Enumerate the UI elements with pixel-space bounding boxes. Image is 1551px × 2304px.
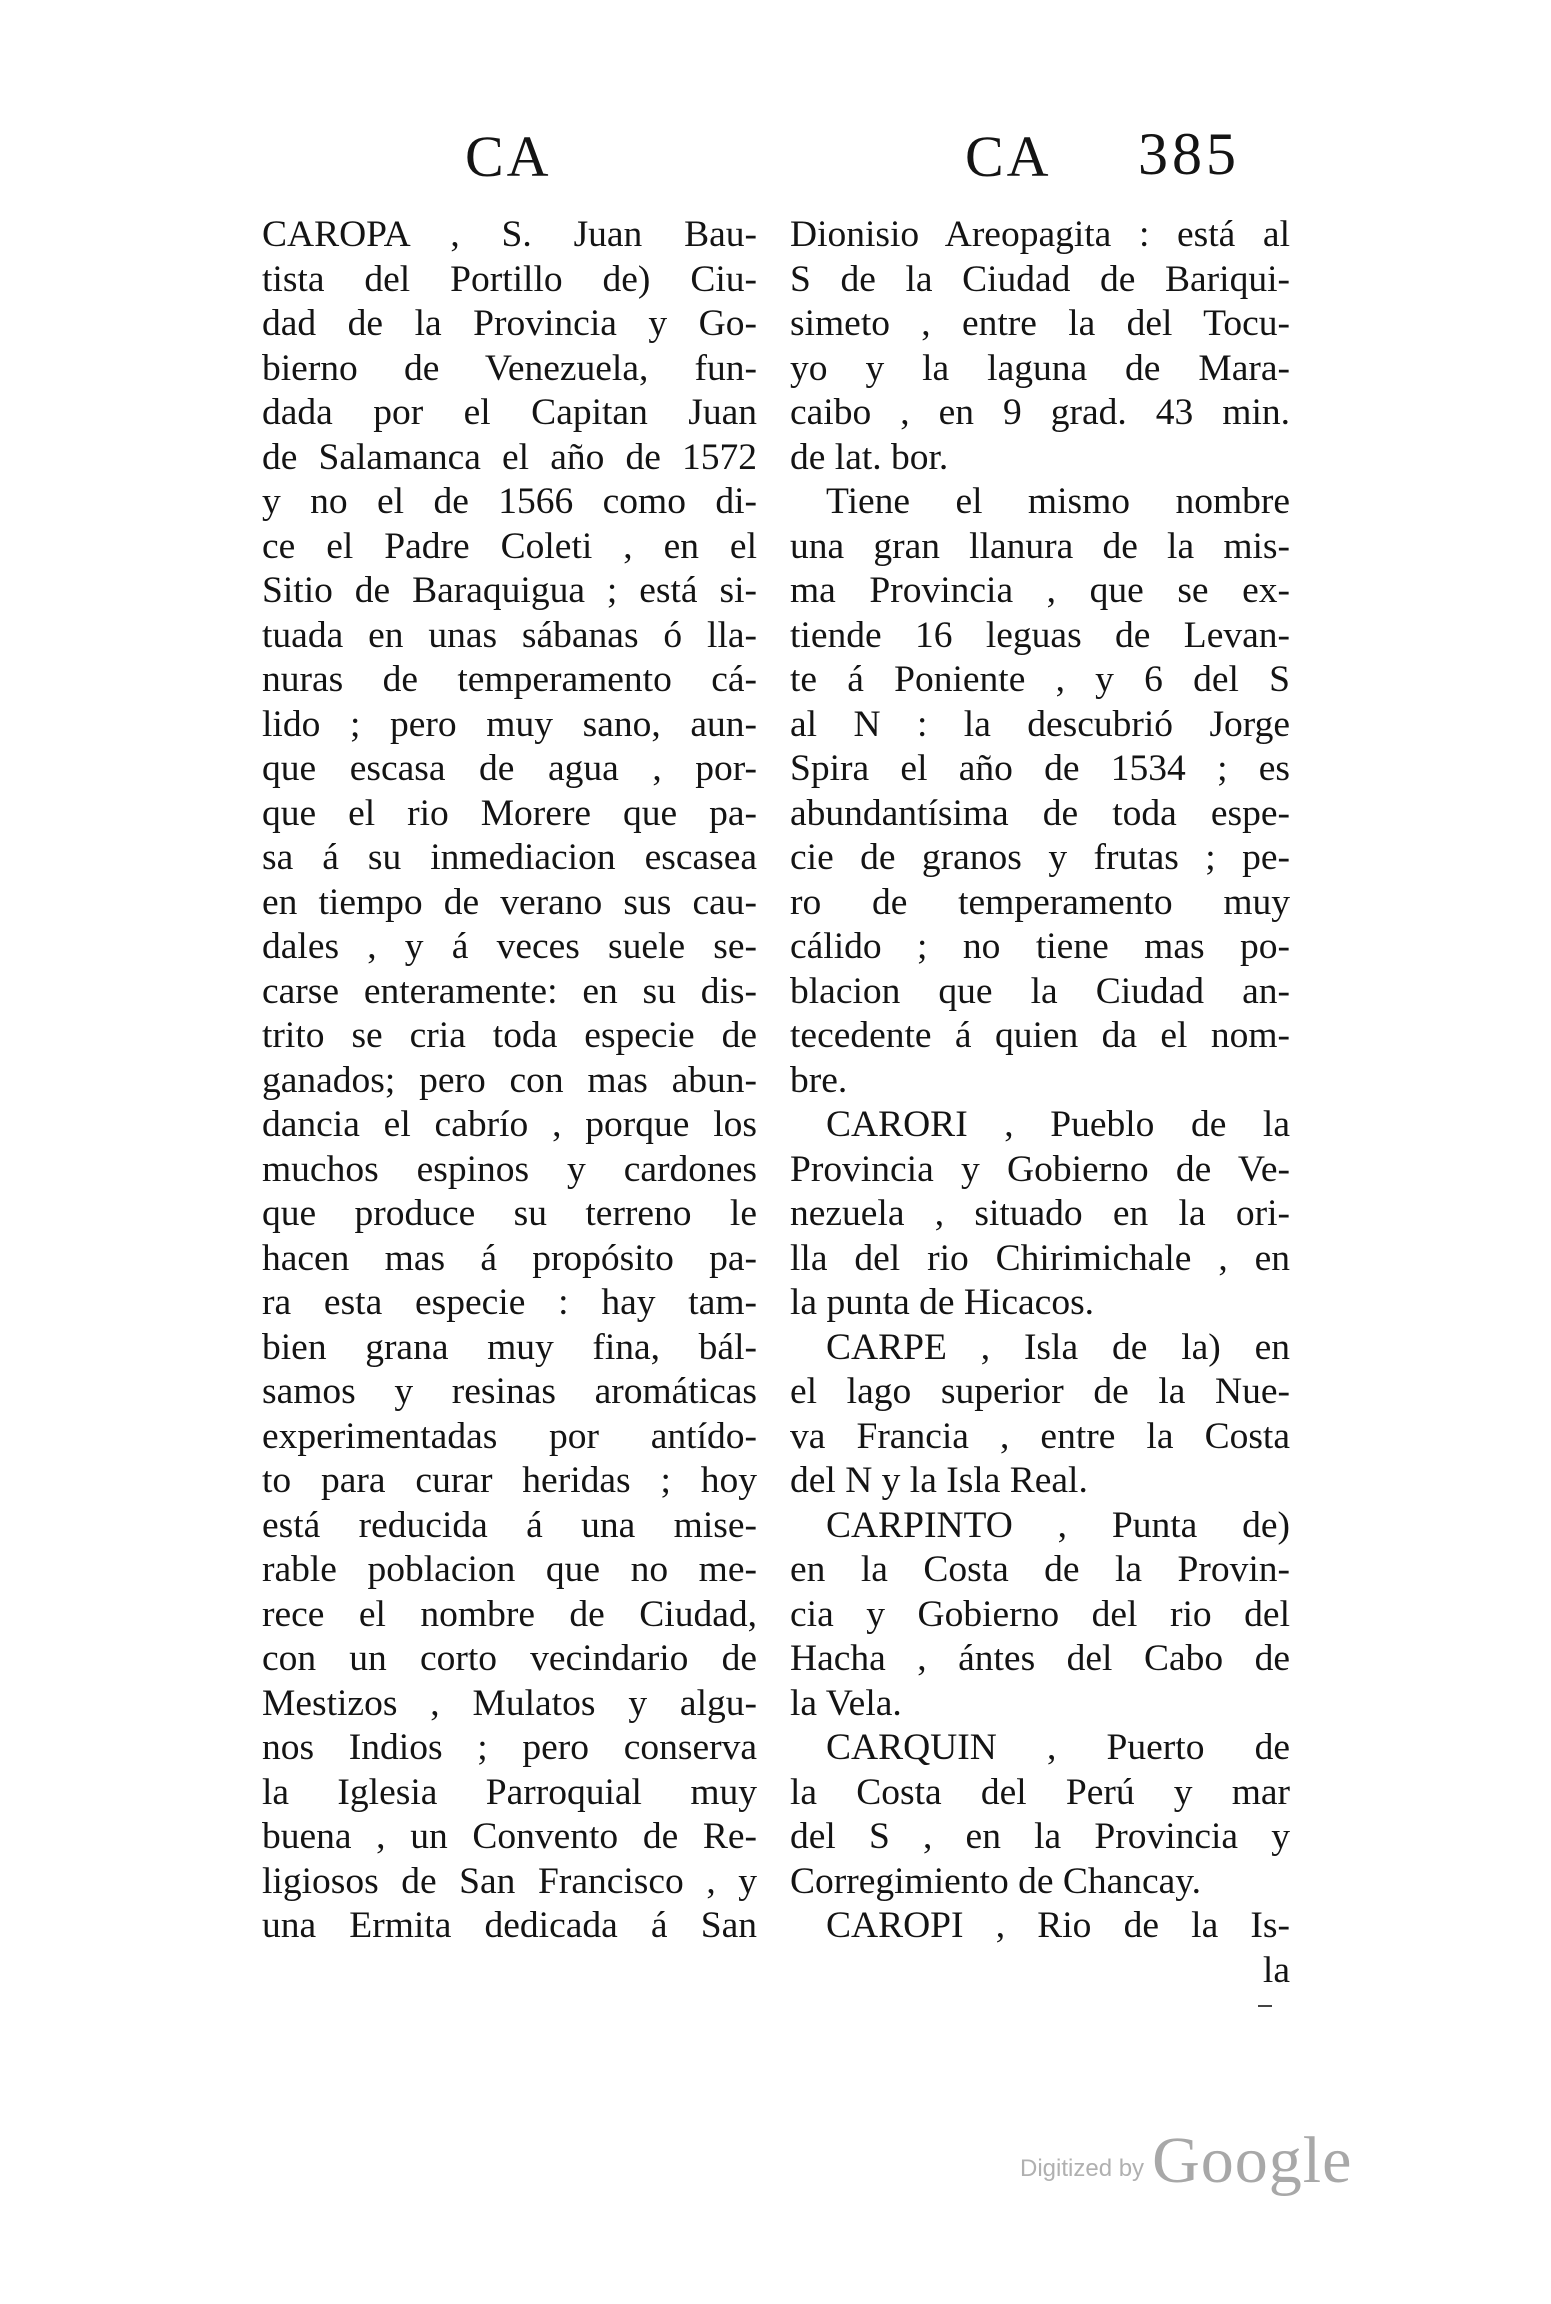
text-line: bien grana muy fina, bál- (262, 1326, 757, 1368)
google-logo: Google (1152, 2124, 1353, 2197)
catchword: la (1262, 1949, 1290, 1991)
text-line: el lago superior de la Nue- (790, 1371, 1290, 1412)
text-line: yo y la laguna de Mara- (790, 347, 1290, 389)
text-line: CAROPA , S. Juan Bau- (262, 214, 757, 255)
entry-start-line: CARQUIN , Puerto de (826, 1727, 1290, 1768)
text-line: una Ermita dedicada á San (262, 1905, 757, 1946)
text-line: dad de la Provincia y Go- (262, 303, 757, 344)
text-line: la Costa del Perú y mar (790, 1771, 1290, 1813)
text-line: Provincia y Gobierno de Ve- (790, 1148, 1290, 1190)
text-line: muchos espinos y cardones (262, 1148, 757, 1190)
text-line: te á Poniente , y 6 del S (790, 659, 1290, 700)
running-head-left: CA (465, 124, 552, 189)
text-line: rable poblacion que no me- (262, 1549, 757, 1590)
text-line: bierno de Venezuela, fun- (262, 347, 757, 389)
right-text-column (790, 213, 1290, 1993)
text-line: y no el de 1566 como di- (262, 481, 757, 522)
text-line: experimentadas por antído- (262, 1415, 757, 1457)
text-line: una gran llanura de la mis- (790, 525, 1290, 567)
text-line: rece el nombre de Ciudad, (262, 1593, 757, 1635)
text-line: carse enteramente: en su dis- (262, 970, 757, 1012)
text-line: Mestizos , Mulatos y algu- (262, 1682, 757, 1724)
text-line: S de la Ciudad de Bariqui- (790, 258, 1290, 300)
text-line: va Francia , entre la Costa (790, 1415, 1290, 1457)
text-line: la Vela. (790, 1682, 902, 1724)
text-line: nuras de temperamento cá- (262, 659, 757, 700)
text-line: trito se cria toda especie de (262, 1015, 757, 1056)
text-line: en tiempo de verano sus cau- (262, 881, 757, 923)
text-line: dancia el cabrío , porque los (262, 1104, 757, 1145)
text-line: dales , y á veces suele se- (262, 926, 757, 967)
text-line: al N : la descubrió Jorge (790, 703, 1290, 745)
text-line: caibo , en 9 grad. 43 min. (790, 392, 1290, 433)
text-line: la Iglesia Parroquial muy (262, 1771, 757, 1813)
text-line: lla del rio Chirimichale , en (790, 1237, 1290, 1279)
text-line: de Salamanca el año de 1572 (262, 436, 757, 478)
text-line: en la Costa de la Provin- (790, 1549, 1290, 1590)
watermark-prefix: Digitized by (1020, 2155, 1145, 2182)
digitized-watermark (1020, 2124, 1353, 2197)
page-number: 385 (1138, 121, 1240, 187)
text-line: dada por el Capitan Juan (262, 392, 757, 433)
text-line: lido ; pero muy sano, aun- (262, 703, 757, 745)
entry-start-line: CAROPI , Rio de la Is- (826, 1905, 1290, 1946)
text-line: ganados; pero con mas abun- (262, 1059, 757, 1101)
text-line: del N y la Isla Real. (790, 1460, 1088, 1501)
text-line: ligiosos de San Francisco , y (262, 1860, 757, 1902)
entry-start-line: Tiene el mismo nombre (826, 481, 1290, 522)
text-line: con un corto vecindario de (262, 1638, 757, 1679)
text-line: samos y resinas aromáticas (262, 1371, 757, 1412)
margin-mark (1258, 2005, 1272, 2007)
text-line: bre. (790, 1059, 848, 1101)
text-line: de lat. bor. (790, 436, 949, 478)
text-line: tiende 16 leguas de Levan- (790, 614, 1290, 656)
text-line: Sitio de Baraquigua ; está si- (262, 570, 757, 611)
text-line: que escasa de agua , por- (262, 748, 757, 789)
text-line: del S , en la Provincia y (790, 1816, 1290, 1857)
text-line: ro de temperamento muy (790, 881, 1290, 923)
text-line: ce el Padre Coleti , en el (262, 525, 757, 567)
text-line: la punta de Hicacos. (790, 1282, 1095, 1323)
text-line: hacen mas á propósito pa- (262, 1237, 757, 1279)
text-line: ra esta especie : hay tam- (262, 1282, 757, 1323)
running-head-right: CA (965, 124, 1052, 189)
text-line: nos Indios ; pero conserva (262, 1727, 757, 1768)
text-line: buena , un Convento de Re- (262, 1816, 757, 1857)
text-line: blacion que la Ciudad an- (790, 970, 1290, 1012)
text-line: Hacha , ántes del Cabo de (790, 1638, 1290, 1679)
text-line: está reducida á una mise- (262, 1504, 757, 1546)
text-line: sa á su inmediacion escasea (262, 837, 757, 878)
text-line: tista del Portillo de) Ciu- (262, 258, 757, 300)
text-line: tecedente á quien da el nom- (790, 1015, 1290, 1056)
entry-start-line: CARPE , Isla de la) en (826, 1326, 1290, 1368)
text-line: to para curar heridas ; hoy (262, 1460, 757, 1501)
text-line: abundantísima de toda espe- (790, 792, 1290, 834)
text-line: Corregimiento de Chancay. (790, 1860, 1201, 1902)
text-line: Spira el año de 1534 ; es (790, 748, 1290, 789)
text-line: simeto , entre la del Tocu- (790, 303, 1290, 344)
text-line: ma Provincia , que se ex- (790, 570, 1290, 611)
text-line: cia y Gobierno del rio del (790, 1593, 1290, 1635)
entry-start-line: CARPINTO , Punta de) (826, 1504, 1290, 1546)
text-line: cálido ; no tiene mas po- (790, 926, 1290, 967)
text-line: nezuela , situado en la ori- (790, 1193, 1290, 1234)
entry-start-line: CARORI , Pueblo de la (826, 1104, 1290, 1145)
text-line: cie de granos y frutas ; pe- (790, 837, 1290, 878)
text-line: que el rio Morere que pa- (262, 792, 757, 834)
text-line: que produce su terreno le (262, 1193, 757, 1234)
text-line: tuada en unas sábanas ó lla- (262, 614, 757, 656)
text-line: Dionisio Areopagita : está al (790, 214, 1290, 255)
left-text-column (262, 213, 757, 1949)
